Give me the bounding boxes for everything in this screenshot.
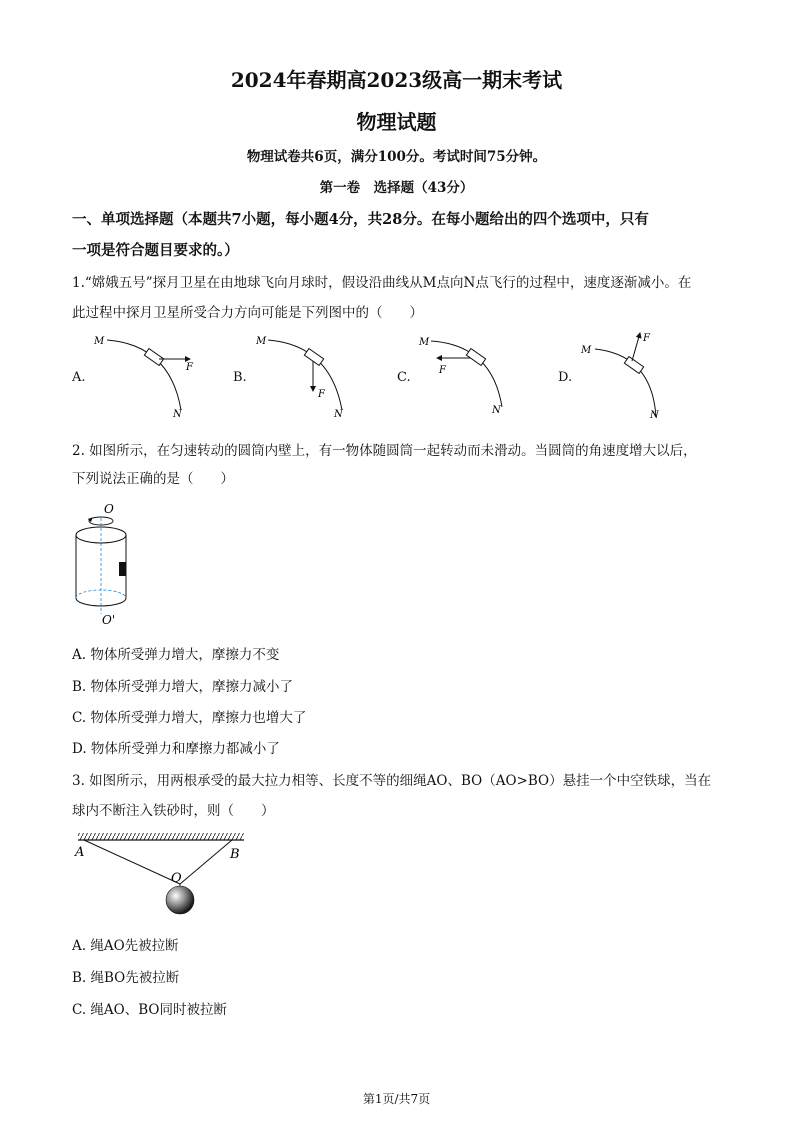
- q1-figure-b: [255, 336, 344, 420]
- q1-c-n-label: N: [492, 405, 501, 416]
- q2-stem-line2: 下列说法正确的是（ ）: [72, 471, 234, 487]
- q1-option-d-label: D.: [558, 370, 573, 385]
- q1-option-a-label: A.: [72, 370, 86, 385]
- exam-subtitle: 物理试题: [356, 110, 437, 134]
- q1-option-c-label: C.: [397, 370, 411, 385]
- exam-title: 2024年春期高2023级高一期末考试: [230, 68, 563, 92]
- q1-c-f-label: F: [439, 365, 446, 376]
- exam-info: 物理试卷共6页，满分100分。考试时间75分钟。: [246, 149, 547, 165]
- q3-point-o-label: O: [171, 871, 182, 886]
- q2-axis-bottom-label: O': [102, 613, 116, 627]
- q1-a-n-label: N: [173, 409, 182, 420]
- q1-option-b-label: B.: [233, 370, 247, 385]
- q1-b-m-label: M: [256, 336, 267, 347]
- q3-stem-line1: 3. 如图所示，用两根承受的最大拉力相等、长度不等的细绳AO、BO（AO>BO）悬挂一个中空铁球，当在: [72, 773, 712, 789]
- q3-point-b-label: B: [230, 847, 240, 862]
- q2-stem-line1: 2. 如图所示，在匀速转动的圆筒内壁上，有一物体随圆筒一起转动而未滑动。当圆筒的角速度增大以后，: [72, 443, 697, 459]
- q2-option-d: D. 物体所受弹力和摩擦力都减小了: [72, 741, 280, 757]
- q3-option-a: A. 绳AO先被拉断: [72, 938, 179, 954]
- q3-option-b: B. 绳BO先被拉断: [72, 970, 180, 986]
- q2-cylinder-figure: [60, 498, 150, 630]
- q1-figure-a: [93, 336, 194, 420]
- q3-stem-line2: 球内不断注入铁砂时，则（ ）: [72, 803, 275, 819]
- q3-option-c: C. 绳AO、BO同时被拉断: [72, 1002, 227, 1018]
- q1-c-m-label: M: [419, 337, 430, 348]
- section-heading-line2: 一项是符合题目要求的。）: [72, 242, 239, 259]
- q3-figure: [70, 828, 250, 920]
- q2-axis-top-label: O: [104, 502, 114, 516]
- q2-option-c: C. 物体所受弹力增大，摩擦力也增大了: [72, 710, 307, 726]
- q1-figure-c: [418, 337, 502, 416]
- q1-stem-line2: 此过程中探月卫星所受合力方向可能是下列图中的（ ）: [72, 305, 423, 321]
- q1-d-f-label: F: [643, 333, 650, 344]
- page-number: 第1页/共7页: [362, 1092, 431, 1106]
- q1-figure-d: [580, 333, 660, 421]
- q1-a-m-label: M: [94, 336, 105, 347]
- q1-d-m-label: M: [581, 345, 592, 356]
- part-heading: 第一卷 选择题（43分）: [319, 180, 474, 196]
- q2-option-b: B. 物体所受弹力增大，摩擦力减小了: [72, 679, 294, 695]
- q1-d-n-label: N: [650, 410, 659, 421]
- q1-b-f-label: F: [318, 389, 325, 400]
- q1-a-f-label: F: [186, 362, 193, 373]
- section-heading-line1: 一、单项选择题（本题共7小题，每小题4分，共28分。在每小题给出的四个选项中，只有: [72, 211, 649, 228]
- q1-stem-line1: 1.“嫦娥五号”探月卫星在由地球飞向月球时，假设沿曲线从M点向N点飞行的过程中，速度逐渐减小。在: [72, 275, 692, 291]
- q3-point-a-label: A: [75, 845, 85, 860]
- q1-figures: [0, 325, 793, 425]
- q2-option-a: A. 物体所受弹力增大，摩擦力不变: [72, 647, 280, 663]
- q1-b-n-label: N: [334, 409, 343, 420]
